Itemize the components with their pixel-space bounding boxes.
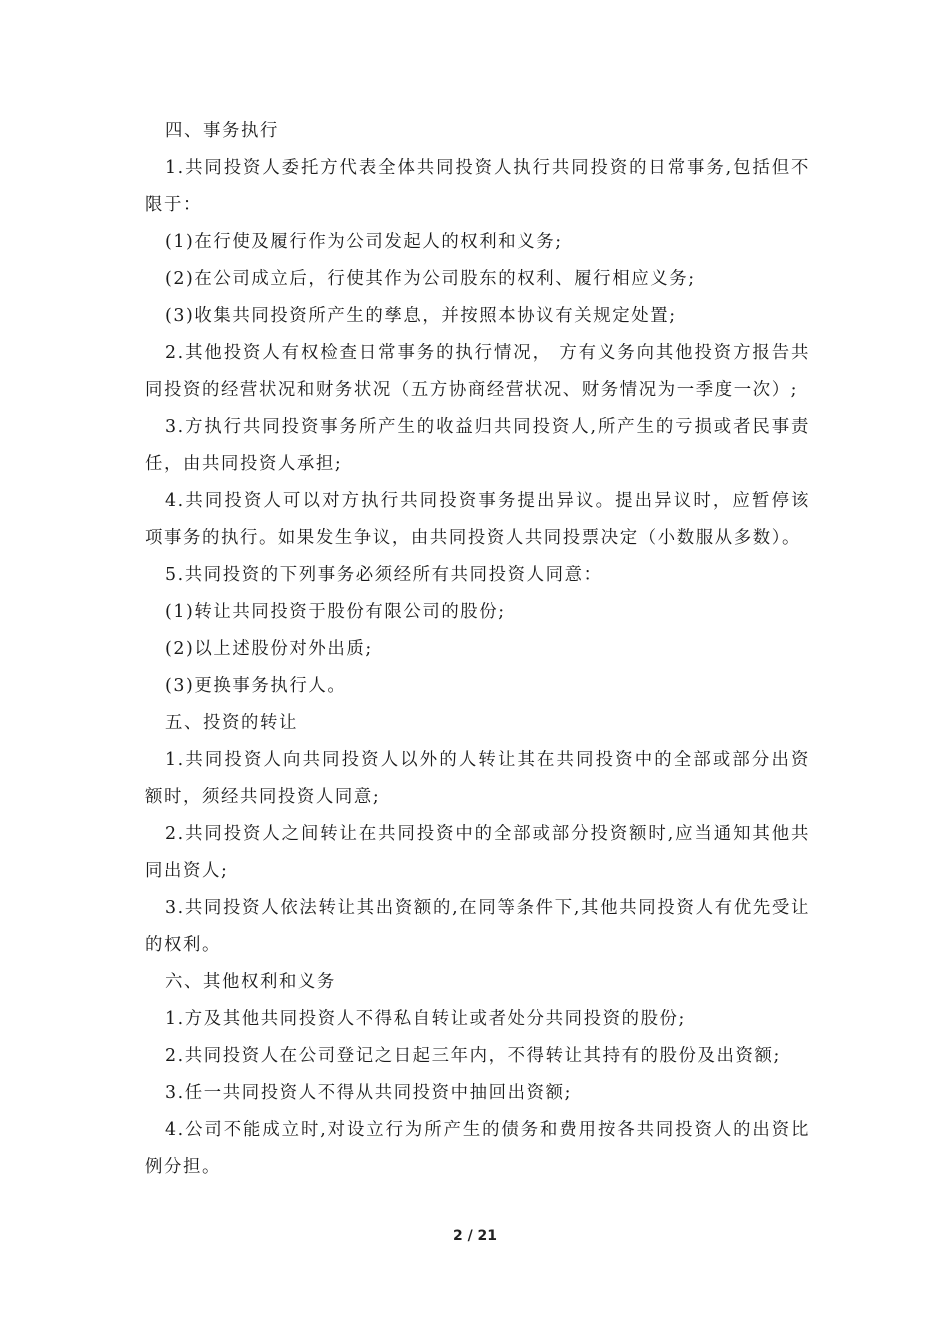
paragraph: (3)收集共同投资所产生的孳息，并按照本协议有关规定处置; (165, 306, 677, 326)
paragraph: 5.共同投资的下列事务必须经所有共同投资人同意： (165, 565, 603, 585)
paragraph: (3)更换事务执行人。 (165, 676, 347, 696)
paragraph: 4.共同投资人可以对方执行共同投资事务提出异议。提出异议时，应暂停该项事务的执行。如果发生争议，由共同投资人共同投票决定（小数服从多数）。 (145, 491, 810, 548)
paragraph: (1)转让共同投资于股份有限公司的股份; (165, 602, 506, 622)
section-heading-4: 四、事务执行 (165, 121, 279, 141)
paragraph: 2.其他投资人有权检查日常事务的执行情况， 方有义务向其他投资方报告共同投资的经营状况和财务状况（五方协商经营状况、财务情况为一季度一次）; (145, 343, 810, 400)
paragraph: 1.共同投资人向共同投资人以外的人转让其在共同投资中的全部或部分出资额时，须经共同投资人同意; (145, 750, 810, 807)
paragraph: 4.公司不能成立时,对设立行为所产生的债务和费用按各共同投资人的出资比例分担。 (145, 1120, 810, 1177)
paragraph: (2)在公司成立后，行使其作为公司股东的权利、履行相应义务; (165, 269, 696, 289)
section-heading-5: 五、投资的转让 (165, 713, 298, 733)
paragraph: 2.共同投资人在公司登记之日起三年内，不得转让其持有的股份及出资额; (165, 1046, 781, 1066)
paragraph: 1.共同投资人委托方代表全体共同投资人执行共同投资的日常事务,包括但不限于： (145, 158, 810, 215)
document-body (145, 113, 810, 1186)
paragraph: 1.方及其他共同投资人不得私自转让或者处分共同投资的股份; (165, 1009, 687, 1029)
paragraph: (2)以上述股份对外出质; (165, 639, 373, 659)
page-number: 2 / 21 (452, 1228, 498, 1244)
paragraph: 2.共同投资人之间转让在共同投资中的全部或部分投资额时,应当通知其他共同出资人; (145, 824, 810, 881)
paragraph: 3.共同投资人依法转让其出资额的,在同等条件下,其他共同投资人有优先受让的权利。 (145, 898, 810, 955)
paragraph: 3.方执行共同投资事务所产生的收益归共同投资人,所产生的亏损或者民事责任，由共同投资人承担; (145, 417, 810, 474)
paragraph: (1)在行使及履行作为公司发起人的权利和义务; (165, 232, 563, 252)
paragraph: 3.任一共同投资人不得从共同投资中抽回出资额; (165, 1083, 573, 1103)
section-heading-6: 六、其他权利和义务 (165, 972, 336, 992)
